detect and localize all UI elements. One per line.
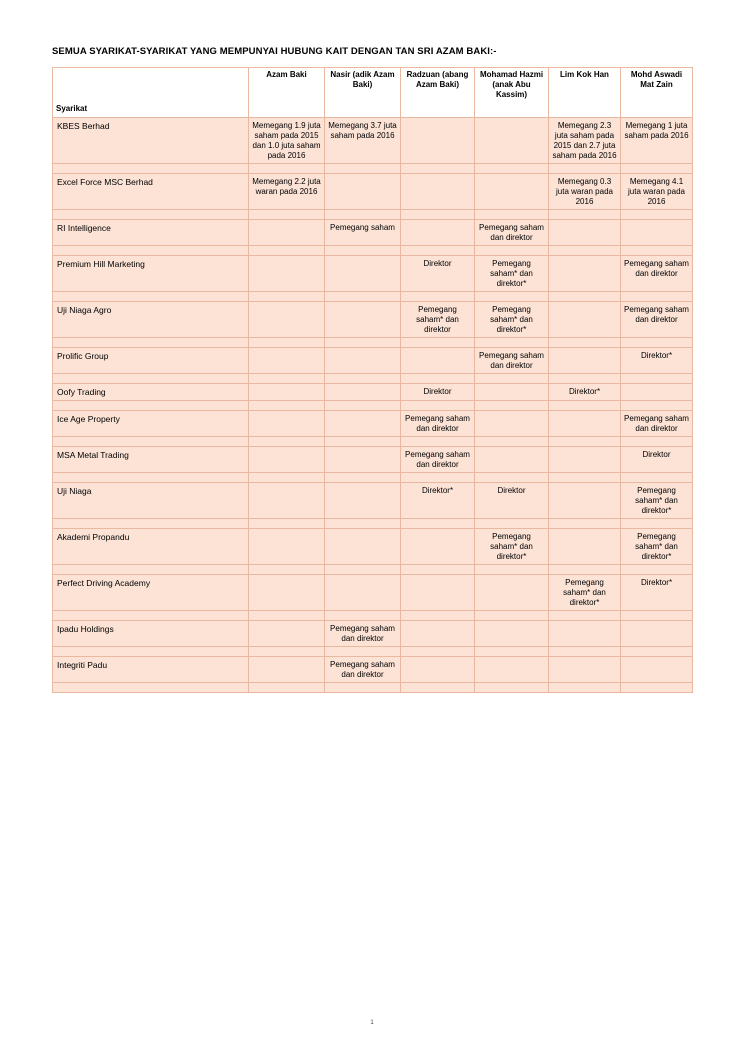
table-row [53, 118, 693, 164]
spacer-cell [475, 436, 549, 446]
table-row [53, 656, 693, 682]
relationship-cell [249, 656, 325, 682]
relationship-cell [401, 620, 475, 646]
spacer-cell [53, 164, 249, 174]
relationship-cell [325, 446, 401, 472]
relationship-cell [621, 220, 693, 246]
table-row [53, 256, 693, 292]
relationship-cell [249, 302, 325, 338]
table-row [53, 384, 693, 401]
relationship-cell: Pemegang saham dan direktor [325, 620, 401, 646]
spacer-cell [475, 246, 549, 256]
column-header-syarikat: Syarikat [53, 68, 249, 118]
spacer-cell [621, 472, 693, 482]
relationship-cell: Pemegang saham dan direktor [475, 220, 549, 246]
relationship-cell [549, 656, 621, 682]
company-name-cell: MSA Metal Trading [53, 446, 249, 472]
relationship-cell [475, 446, 549, 472]
spacer-cell [249, 164, 325, 174]
relationship-cell [401, 348, 475, 374]
spacer-cell [475, 374, 549, 384]
spacer-cell [249, 518, 325, 528]
spacer-cell [401, 400, 475, 410]
relationship-cell [325, 174, 401, 210]
company-name-cell: Ipadu Holdings [53, 620, 249, 646]
relationship-cell [401, 574, 475, 610]
spacer-cell [325, 374, 401, 384]
relationship-cell [249, 410, 325, 436]
spacer-cell [549, 646, 621, 656]
relationship-cell [249, 528, 325, 564]
spacer-cell [475, 564, 549, 574]
relationship-cell [401, 528, 475, 564]
relationship-cell: Memegang 3.7 juta saham pada 2016 [325, 118, 401, 164]
relationship-cell [549, 482, 621, 518]
spacer-cell [401, 646, 475, 656]
relationship-cell: Pemegang saham* dan direktor* [475, 528, 549, 564]
spacer-cell [621, 292, 693, 302]
spacer-cell [401, 518, 475, 528]
spacer-cell [621, 682, 693, 692]
relationship-cell: Memegang 2.2 juta waran pada 2016 [249, 174, 325, 210]
spacer-cell [325, 210, 401, 220]
relationship-cell: Direktor [401, 256, 475, 292]
relationship-cell [325, 384, 401, 401]
header-row [53, 68, 693, 118]
relationship-cell: Direktor* [621, 574, 693, 610]
spacer-cell [249, 246, 325, 256]
relationship-cell: Pemegang saham dan direktor [621, 302, 693, 338]
relationship-cell [401, 174, 475, 210]
spacer-cell [53, 292, 249, 302]
relationship-cell [621, 656, 693, 682]
table-header [53, 68, 693, 118]
spacer-cell [401, 374, 475, 384]
relationship-cell [249, 446, 325, 472]
table-row [53, 574, 693, 610]
spacer-cell [249, 472, 325, 482]
table-row-spacer [53, 246, 693, 256]
spacer-cell [475, 610, 549, 620]
spacer-cell [325, 646, 401, 656]
spacer-cell [53, 400, 249, 410]
relationship-cell: Pemegang saham dan direktor [621, 410, 693, 436]
spacer-cell [325, 436, 401, 446]
relationship-cell [549, 220, 621, 246]
spacer-cell [401, 338, 475, 348]
spacer-cell [475, 338, 549, 348]
spacer-cell [249, 682, 325, 692]
spacer-cell [249, 610, 325, 620]
table-row-spacer [53, 210, 693, 220]
spacer-cell [621, 400, 693, 410]
relationship-cell: Pemegang saham* dan direktor* [621, 482, 693, 518]
spacer-cell [549, 682, 621, 692]
spacer-cell [549, 210, 621, 220]
table-row [53, 220, 693, 246]
spacer-cell [621, 436, 693, 446]
spacer-cell [53, 472, 249, 482]
spacer-cell [249, 292, 325, 302]
relationship-cell [325, 256, 401, 292]
relationship-cell [249, 574, 325, 610]
spacer-cell [53, 246, 249, 256]
relationship-cell: Pemegang saham* dan direktor* [475, 256, 549, 292]
company-name-cell: Premium Hill Marketing [53, 256, 249, 292]
spacer-cell [621, 646, 693, 656]
spacer-cell [475, 518, 549, 528]
relationship-cell: Memegang 4.1 juta waran pada 2016 [621, 174, 693, 210]
page-number: 1 [370, 1020, 374, 1026]
relationship-cell: Pemegang saham dan direktor [401, 446, 475, 472]
spacer-cell [249, 646, 325, 656]
table-row [53, 482, 693, 518]
spacer-cell [549, 400, 621, 410]
relationship-cell [325, 528, 401, 564]
relationship-cell [549, 620, 621, 646]
relationship-cell [325, 348, 401, 374]
table-row-spacer [53, 164, 693, 174]
spacer-cell [475, 472, 549, 482]
spacer-cell [401, 436, 475, 446]
spacer-cell [401, 682, 475, 692]
table-row [53, 410, 693, 436]
relationship-cell [249, 348, 325, 374]
table-row-spacer [53, 610, 693, 620]
relationship-cell: Memegang 0.3 juta waran pada 2016 [549, 174, 621, 210]
table-row-spacer [53, 518, 693, 528]
company-name-cell: KBES Berhad [53, 118, 249, 164]
spacer-cell [549, 610, 621, 620]
spacer-cell [549, 374, 621, 384]
spacer-cell [549, 472, 621, 482]
relationship-cell: Direktor* [549, 384, 621, 401]
spacer-cell [53, 610, 249, 620]
relationship-cell [325, 482, 401, 518]
company-name-cell: Integriti Padu [53, 656, 249, 682]
relationship-cell [475, 620, 549, 646]
spacer-cell [249, 400, 325, 410]
table-row-spacer [53, 374, 693, 384]
spacer-cell [325, 472, 401, 482]
relationship-cell [325, 302, 401, 338]
spacer-cell [53, 564, 249, 574]
table-row [53, 302, 693, 338]
column-header-radzuan: Radzuan (abang Azam Baki) [401, 68, 475, 118]
table-row [53, 348, 693, 374]
table-row [53, 528, 693, 564]
relationship-cell [249, 220, 325, 246]
page-title: SEMUA SYARIKAT-SYARIKAT YANG MEMPUNYAI HUBUNG KAIT DENGAN TAN SRI AZAM BAKI:- [52, 46, 497, 57]
spacer-cell [401, 472, 475, 482]
table-row-spacer [53, 338, 693, 348]
relationship-cell [475, 384, 549, 401]
relationship-cell: Pemegang saham dan direktor [401, 410, 475, 436]
relationship-cell [549, 256, 621, 292]
table-row-spacer [53, 564, 693, 574]
spacer-cell [549, 518, 621, 528]
spacer-cell [549, 292, 621, 302]
relationship-cell: Direktor* [621, 348, 693, 374]
company-name-cell: Akademi Propandu [53, 528, 249, 564]
table-row-spacer [53, 292, 693, 302]
relationship-cell: Pemegang saham dan direktor [621, 256, 693, 292]
spacer-cell [401, 292, 475, 302]
relationship-cell [549, 446, 621, 472]
spacer-cell [549, 564, 621, 574]
relationship-cell: Memegang 1 juta saham pada 2016 [621, 118, 693, 164]
spacer-cell [325, 338, 401, 348]
table-row-spacer [53, 472, 693, 482]
relationship-cell [249, 482, 325, 518]
relationship-cell: Direktor [401, 384, 475, 401]
spacer-cell [53, 374, 249, 384]
relationship-cell: Pemegang saham [325, 220, 401, 246]
spacer-cell [325, 164, 401, 174]
relationships-table [52, 67, 693, 693]
spacer-cell [401, 210, 475, 220]
spacer-cell [53, 682, 249, 692]
spacer-cell [475, 292, 549, 302]
spacer-cell [325, 682, 401, 692]
spacer-cell [325, 564, 401, 574]
spacer-cell [249, 338, 325, 348]
relationship-cell: Direktor* [401, 482, 475, 518]
spacer-cell [53, 338, 249, 348]
table-row-spacer [53, 646, 693, 656]
relationship-cell: Memegang 2.3 juta saham pada 2015 dan 2.7 juta saham pada 2016 [549, 118, 621, 164]
relationship-cell: Pemegang saham* dan direktor* [549, 574, 621, 610]
company-name-cell: Ice Age Property [53, 410, 249, 436]
relationship-cell [401, 656, 475, 682]
spacer-cell [401, 246, 475, 256]
spacer-cell [53, 518, 249, 528]
relationship-cell [475, 118, 549, 164]
company-name-cell: Uji Niaga [53, 482, 249, 518]
company-name-cell: Uji Niaga Agro [53, 302, 249, 338]
relationship-cell [475, 574, 549, 610]
relationship-cell [325, 574, 401, 610]
spacer-cell [621, 518, 693, 528]
relationship-cell: Pemegang saham* dan direktor* [621, 528, 693, 564]
relationship-cell: Pemegang saham dan direktor [325, 656, 401, 682]
spacer-cell [621, 246, 693, 256]
spacer-cell [53, 436, 249, 446]
table-row [53, 174, 693, 210]
company-name-cell: Prolific Group [53, 348, 249, 374]
spacer-cell [621, 610, 693, 620]
column-header-nasir: Nasir (adik Azam Baki) [325, 68, 401, 118]
relationship-cell [401, 118, 475, 164]
column-header-azam-baki: Azam Baki [249, 68, 325, 118]
spacer-cell [549, 246, 621, 256]
relationship-cell [549, 528, 621, 564]
relationship-cell [549, 348, 621, 374]
company-name-cell: Perfect Driving Academy [53, 574, 249, 610]
relationship-cell: Pemegang saham* dan direktor* [475, 302, 549, 338]
relationship-cell: Pemegang saham dan direktor [475, 348, 549, 374]
relationship-cell [621, 384, 693, 401]
spacer-cell [401, 610, 475, 620]
spacer-cell [249, 436, 325, 446]
spacer-cell [53, 210, 249, 220]
spacer-cell [475, 164, 549, 174]
relationship-cell: Direktor [475, 482, 549, 518]
table-row-spacer [53, 400, 693, 410]
spacer-cell [549, 164, 621, 174]
spacer-cell [621, 564, 693, 574]
spacer-cell [401, 564, 475, 574]
relationship-cell [549, 410, 621, 436]
spacer-cell [621, 164, 693, 174]
table-row [53, 620, 693, 646]
table-row-spacer [53, 436, 693, 446]
spacer-cell [549, 338, 621, 348]
relationship-cell [325, 410, 401, 436]
spacer-cell [475, 400, 549, 410]
relationship-cell [475, 656, 549, 682]
spacer-cell [249, 210, 325, 220]
company-name-cell: RI Intelligence [53, 220, 249, 246]
column-header-lim-kok-han: Lim Kok Han [549, 68, 621, 118]
relationship-cell: Pemegang saham* dan direktor [401, 302, 475, 338]
relationship-cell: Direktor [621, 446, 693, 472]
spacer-cell [325, 246, 401, 256]
relationship-cell [475, 174, 549, 210]
relationship-cell [249, 620, 325, 646]
relationship-cell [549, 302, 621, 338]
company-name-cell: Excel Force MSC Berhad [53, 174, 249, 210]
spacer-cell [475, 210, 549, 220]
table-row-spacer [53, 682, 693, 692]
relationship-cell [621, 620, 693, 646]
spacer-cell [53, 646, 249, 656]
spacer-cell [325, 518, 401, 528]
spacer-cell [549, 436, 621, 446]
column-header-mohamad-hazmi: Mohamad Hazmi (anak Abu Kassim) [475, 68, 549, 118]
spacer-cell [475, 646, 549, 656]
table-row [53, 446, 693, 472]
relationship-cell [249, 384, 325, 401]
relationship-cell [401, 220, 475, 246]
spacer-cell [325, 292, 401, 302]
spacer-cell [475, 682, 549, 692]
spacer-cell [621, 210, 693, 220]
spacer-cell [325, 400, 401, 410]
relationship-cell [249, 256, 325, 292]
spacer-cell [249, 564, 325, 574]
relationship-cell: Memegang 1.9 juta saham pada 2015 dan 1.0 juta saham pada 2016 [249, 118, 325, 164]
relationship-cell [475, 410, 549, 436]
spacer-cell [325, 610, 401, 620]
column-header-mohd-aswadi: Mohd Aswadi Mat Zain [621, 68, 693, 118]
table-body [53, 118, 693, 693]
spacer-cell [621, 374, 693, 384]
company-name-cell: Oofy Trading [53, 384, 249, 401]
spacer-cell [621, 338, 693, 348]
spacer-cell [401, 164, 475, 174]
spacer-cell [249, 374, 325, 384]
